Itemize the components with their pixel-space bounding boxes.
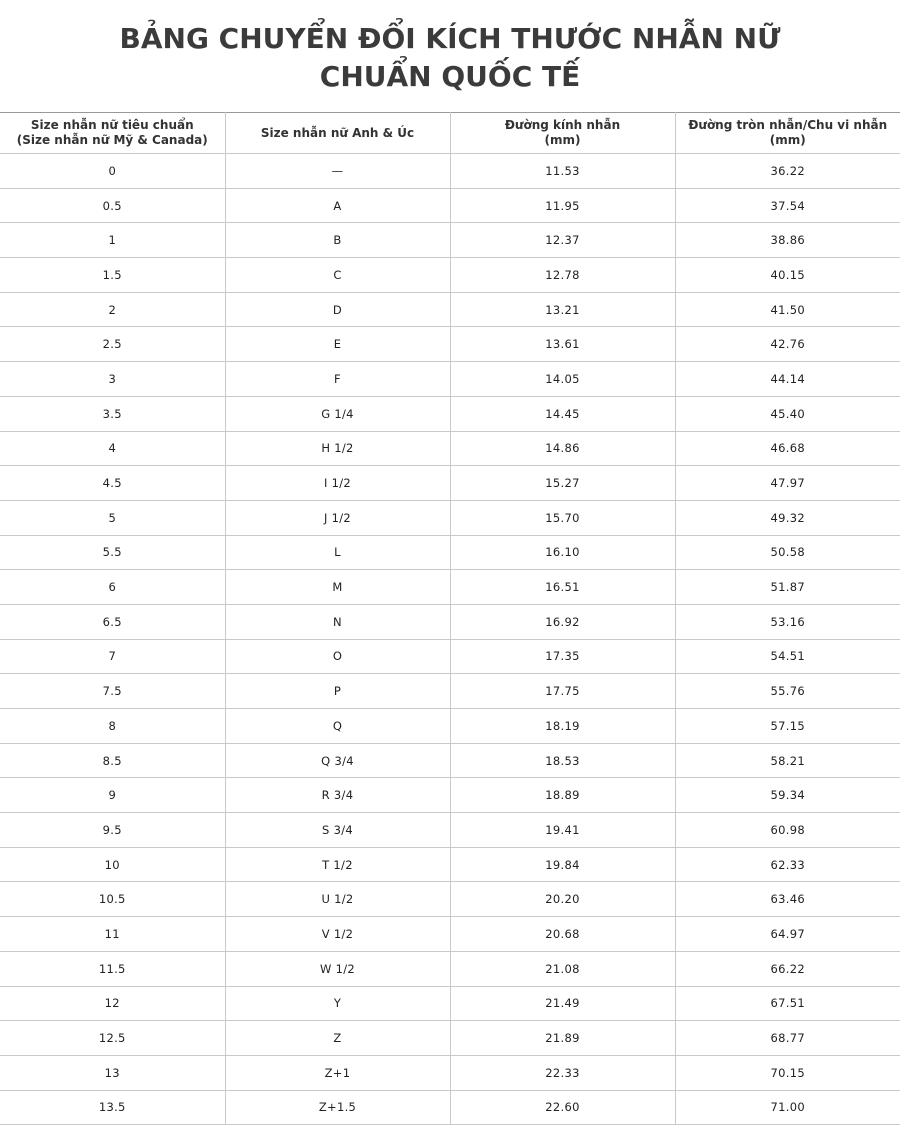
cell-us-size: 9.5 [0, 813, 225, 848]
cell-uk-size: Q 3/4 [225, 743, 450, 778]
cell-diameter: 22.33 [450, 1055, 675, 1090]
cell-us-size: 1 [0, 223, 225, 258]
cell-circumference: 47.97 [675, 466, 900, 501]
cell-diameter: 13.61 [450, 327, 675, 362]
cell-uk-size: I 1/2 [225, 466, 450, 501]
cell-diameter: 12.37 [450, 223, 675, 258]
cell-circumference: 41.50 [675, 292, 900, 327]
cell-diameter: 12.78 [450, 258, 675, 293]
cell-uk-size: M [225, 570, 450, 605]
cell-uk-size: T 1/2 [225, 847, 450, 882]
table-row [0, 431, 900, 466]
cell-us-size: 10.5 [0, 882, 225, 917]
table-row [0, 813, 900, 848]
cell-us-size: 2 [0, 292, 225, 327]
cell-us-size: 4 [0, 431, 225, 466]
cell-uk-size: Z+1 [225, 1055, 450, 1090]
header-circumference-line-1: Đường tròn nhẫn/Chu vi nhẫn [688, 118, 888, 132]
cell-circumference: 42.76 [675, 327, 900, 362]
cell-uk-size: Z+1.5 [225, 1090, 450, 1125]
header-uk-size-label: Size nhẫn nữ Anh & Úc [260, 125, 415, 140]
header-us-size-line-2: (Size nhẫn nữ Mỹ & Canada) [16, 133, 208, 147]
cell-circumference: 64.97 [675, 917, 900, 952]
table-row [0, 1021, 900, 1056]
cell-us-size: 5 [0, 500, 225, 535]
cell-us-size: 0 [0, 154, 225, 189]
cell-diameter: 13.21 [450, 292, 675, 327]
header-diameter-line-1: Đường kính nhẫn [504, 118, 621, 132]
cell-circumference: 54.51 [675, 639, 900, 674]
table-row [0, 709, 900, 744]
cell-uk-size: F [225, 362, 450, 397]
cell-us-size: 5.5 [0, 535, 225, 570]
cell-circumference: 45.40 [675, 396, 900, 431]
page-title [0, 0, 900, 112]
cell-diameter: 18.89 [450, 778, 675, 813]
cell-us-size: 7.5 [0, 674, 225, 709]
cell-circumference: 60.98 [675, 813, 900, 848]
table-row [0, 882, 900, 917]
table-row [0, 604, 900, 639]
header-diameter-line-2: (mm) [544, 133, 581, 147]
header-circumference-line-2: (mm) [769, 133, 806, 147]
cell-diameter: 15.70 [450, 500, 675, 535]
cell-uk-size: Q [225, 709, 450, 744]
cell-us-size: 11.5 [0, 951, 225, 986]
cell-diameter: 16.10 [450, 535, 675, 570]
cell-uk-size: V 1/2 [225, 917, 450, 952]
cell-diameter: 17.35 [450, 639, 675, 674]
cell-diameter: 14.05 [450, 362, 675, 397]
cell-diameter: 19.41 [450, 813, 675, 848]
table-row [0, 535, 900, 570]
cell-us-size: 7 [0, 639, 225, 674]
cell-circumference: 53.16 [675, 604, 900, 639]
cell-uk-size: C [225, 258, 450, 293]
cell-us-size: 4.5 [0, 466, 225, 501]
cell-uk-size: D [225, 292, 450, 327]
cell-uk-size: W 1/2 [225, 951, 450, 986]
cell-uk-size: L [225, 535, 450, 570]
cell-us-size: 0.5 [0, 188, 225, 223]
cell-diameter: 14.86 [450, 431, 675, 466]
cell-us-size: 12.5 [0, 1021, 225, 1056]
cell-us-size: 8 [0, 709, 225, 744]
cell-diameter: 14.45 [450, 396, 675, 431]
table-row [0, 1055, 900, 1090]
page-title-line-1: BẢNG CHUYỂN ĐỔI KÍCH THƯỚC NHẪN NỮ [119, 22, 781, 55]
table-row [0, 743, 900, 778]
cell-diameter: 18.53 [450, 743, 675, 778]
cell-uk-size: E [225, 327, 450, 362]
table-row [0, 951, 900, 986]
cell-circumference: 68.77 [675, 1021, 900, 1056]
cell-uk-size: Z [225, 1021, 450, 1056]
cell-circumference: 51.87 [675, 570, 900, 605]
cell-circumference: 67.51 [675, 986, 900, 1021]
cell-diameter: 11.95 [450, 188, 675, 223]
table-row [0, 362, 900, 397]
cell-us-size: 6 [0, 570, 225, 605]
cell-diameter: 21.89 [450, 1021, 675, 1056]
cell-uk-size: P [225, 674, 450, 709]
cell-us-size: 10 [0, 847, 225, 882]
cell-circumference: 71.00 [675, 1090, 900, 1125]
table-row [0, 327, 900, 362]
header-circumference [675, 113, 900, 154]
table-row [0, 500, 900, 535]
cell-us-size: 1.5 [0, 258, 225, 293]
header-us-size-line-1: Size nhẫn nữ tiêu chuẩn [30, 118, 194, 132]
cell-uk-size: G 1/4 [225, 396, 450, 431]
cell-uk-size: Y [225, 986, 450, 1021]
table-row [0, 917, 900, 952]
table-row [0, 570, 900, 605]
page-title-line-2: CHUẨN QUỐC TẾ [319, 60, 581, 93]
table-row [0, 674, 900, 709]
cell-uk-size: O [225, 639, 450, 674]
cell-diameter: 21.08 [450, 951, 675, 986]
cell-circumference: 38.86 [675, 223, 900, 258]
header-diameter [450, 113, 675, 154]
cell-circumference: 70.15 [675, 1055, 900, 1090]
cell-circumference: 66.22 [675, 951, 900, 986]
cell-us-size: 9 [0, 778, 225, 813]
cell-us-size: 11 [0, 917, 225, 952]
cell-uk-size: A [225, 188, 450, 223]
cell-diameter: 16.92 [450, 604, 675, 639]
cell-diameter: 21.49 [450, 986, 675, 1021]
table-row [0, 1090, 900, 1125]
cell-diameter: 11.53 [450, 154, 675, 189]
cell-uk-size: S 3/4 [225, 813, 450, 848]
cell-circumference: 62.33 [675, 847, 900, 882]
table-row [0, 639, 900, 674]
table-row [0, 188, 900, 223]
cell-uk-size: U 1/2 [225, 882, 450, 917]
cell-circumference: 46.68 [675, 431, 900, 466]
cell-circumference: 55.76 [675, 674, 900, 709]
cell-us-size: 8.5 [0, 743, 225, 778]
cell-us-size: 12 [0, 986, 225, 1021]
table-header-row [0, 113, 900, 154]
cell-diameter: 20.68 [450, 917, 675, 952]
cell-uk-size: B [225, 223, 450, 258]
cell-diameter: 15.27 [450, 466, 675, 501]
table-body [0, 154, 900, 1125]
header-uk-size [225, 113, 450, 154]
table-row [0, 778, 900, 813]
cell-uk-size: J 1/2 [225, 500, 450, 535]
cell-us-size: 3.5 [0, 396, 225, 431]
cell-us-size: 13.5 [0, 1090, 225, 1125]
cell-diameter: 22.60 [450, 1090, 675, 1125]
cell-us-size: 13 [0, 1055, 225, 1090]
cell-circumference: 37.54 [675, 188, 900, 223]
cell-circumference: 49.32 [675, 500, 900, 535]
cell-diameter: 20.20 [450, 882, 675, 917]
cell-uk-size: R 3/4 [225, 778, 450, 813]
cell-diameter: 18.19 [450, 709, 675, 744]
ring-size-table [0, 112, 900, 1125]
table-row [0, 223, 900, 258]
cell-uk-size: H 1/2 [225, 431, 450, 466]
cell-us-size: 6.5 [0, 604, 225, 639]
header-us-size [0, 113, 225, 154]
cell-us-size: 2.5 [0, 327, 225, 362]
cell-circumference: 57.15 [675, 709, 900, 744]
cell-uk-size: N [225, 604, 450, 639]
cell-circumference: 44.14 [675, 362, 900, 397]
cell-diameter: 19.84 [450, 847, 675, 882]
table-row [0, 292, 900, 327]
table-row [0, 986, 900, 1021]
table-row [0, 847, 900, 882]
table-row [0, 396, 900, 431]
cell-circumference: 58.21 [675, 743, 900, 778]
cell-circumference: 50.58 [675, 535, 900, 570]
cell-diameter: 16.51 [450, 570, 675, 605]
cell-us-size: 3 [0, 362, 225, 397]
cell-diameter: 17.75 [450, 674, 675, 709]
table-row [0, 258, 900, 293]
cell-circumference: 63.46 [675, 882, 900, 917]
table-row [0, 154, 900, 189]
table-row [0, 466, 900, 501]
cell-circumference: 40.15 [675, 258, 900, 293]
cell-circumference: 36.22 [675, 154, 900, 189]
cell-uk-size: — [225, 154, 450, 189]
cell-circumference: 59.34 [675, 778, 900, 813]
